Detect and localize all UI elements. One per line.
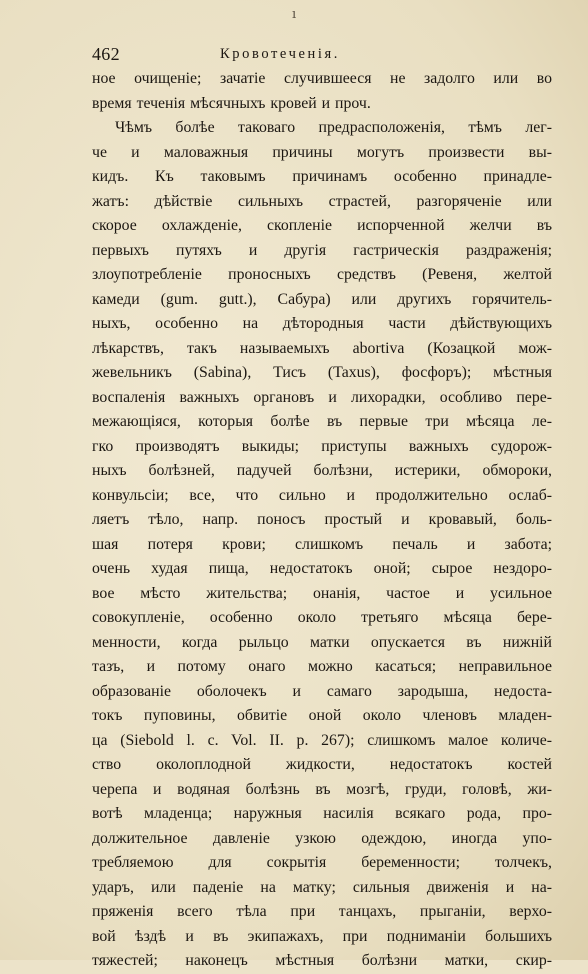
text-line: шая потеря крови; слишкомъ печаль и забота; bbox=[92, 535, 552, 553]
text-line: первыхъ путяхъ и другія гастрическія раздраженія; bbox=[92, 241, 552, 259]
text-line: ное очищеніе; зачатіе случившееся не задолго или во bbox=[92, 70, 552, 87]
top-margin-mark: ı bbox=[292, 7, 297, 22]
text-line: кидъ. Къ таковымъ причинамъ особенно принадле- bbox=[92, 168, 552, 185]
text-line: вотѣ младенца; наружныя насилія всякаго рода, про- bbox=[92, 805, 552, 822]
text-line: токъ пуповины, обвитіе оной около членовъ младен- bbox=[92, 707, 552, 724]
page-heading: Кровотеченія. bbox=[220, 46, 340, 62]
text-line: вой ѣздѣ и въ экипажахъ, при подниманіи большихъ bbox=[92, 927, 552, 945]
text-line: менности, когда рыльцо матки опускается въ нижній bbox=[92, 633, 552, 651]
running-head bbox=[92, 44, 552, 66]
text-line: воспаленія важныхъ органовъ и лихорадки, особливо пере- bbox=[92, 388, 552, 406]
text-line: ство околоплодной жидкости, недостатокъ костей bbox=[92, 756, 552, 773]
text-line: ударъ, или паденіе на матку; сильныя движенія и на- bbox=[92, 878, 552, 896]
page-number: 462 bbox=[92, 44, 120, 64]
text-line: должительное давленіе узкою одеждою, иногда упо- bbox=[92, 829, 552, 847]
text-line: злоупотребленіе проносныхъ средствъ (Ревеня, желтой bbox=[92, 266, 552, 283]
text-line: требляемою для сокрытія беременности; толчекъ, bbox=[92, 854, 552, 871]
text-line: время теченія мѣсячныхъ кровей и проч. bbox=[92, 94, 371, 112]
text-line: очень худая пища, недостатокъ оной; сырое нездоро- bbox=[92, 560, 552, 577]
text-line: пряженія всего тѣла при танцахъ, прыганіи, верхо- bbox=[92, 903, 552, 920]
text-line: конвульсіи; все, что сильно и продолжительно ослаб- bbox=[92, 486, 552, 504]
text-line: лѣкарствъ, такъ называемыхъ abortiva (Козацкой мож- bbox=[92, 339, 552, 357]
text-line: скорое охлажденіе, скопленіе испорченной желчи въ bbox=[92, 217, 552, 234]
text-line: ляетъ тѣло, напр. поносъ простый и кровавый, боль- bbox=[92, 511, 552, 528]
text-line: совокупленіе, особенно около третьяго мѣсяца бере- bbox=[92, 609, 552, 626]
text-line: тяжестей; наконецъ мѣстныя болѣзни матки, скир- bbox=[92, 952, 552, 969]
text-line: вое мѣсто жительства; онанія, частое и усильное bbox=[92, 584, 552, 602]
text-line: черепа и водяная болѣзнь въ мозгѣ, груди, головѣ, жи- bbox=[92, 780, 552, 798]
text-line: жатъ: дѣйствіе сильныхъ страстей, разгоряченіе или bbox=[92, 192, 552, 210]
text-line: ца (Siebold l. c. Vol. II. p. 267); слишкомъ малое количе- bbox=[92, 731, 552, 749]
text-line: межающіяся, которыя болѣе въ первые три мѣсяца ле- bbox=[92, 413, 552, 430]
text-line: ныхъ, особенно на дѣтородныя части дѣйствующихъ bbox=[92, 315, 552, 332]
text-line: жевельникъ (Sabina), Тисъ (Taxus), фосфоръ); мѣстныя bbox=[92, 364, 552, 381]
text-line: гко производятъ выкиды; приступы важныхъ судорож- bbox=[92, 437, 552, 455]
body-text bbox=[92, 67, 552, 974]
text-line: образованіе оболочекъ и самаго зародыша, недоста- bbox=[92, 682, 552, 700]
text-line: тазъ, и потому онаго можно касаться; неправильное bbox=[92, 658, 552, 675]
text-line: ныхъ болѣзней, падучей болѣзни, истерики, обмороки, bbox=[92, 462, 552, 479]
text-line: Чѣмъ болѣе таковаго предрасположенія, тѣмъ лег- bbox=[115, 119, 552, 136]
text-line: че и маловажныя причины могутъ произвести вы- bbox=[92, 143, 552, 161]
text-line: камеди (gum. gutt.), Сабура) или другихъ горячитель- bbox=[92, 290, 552, 308]
